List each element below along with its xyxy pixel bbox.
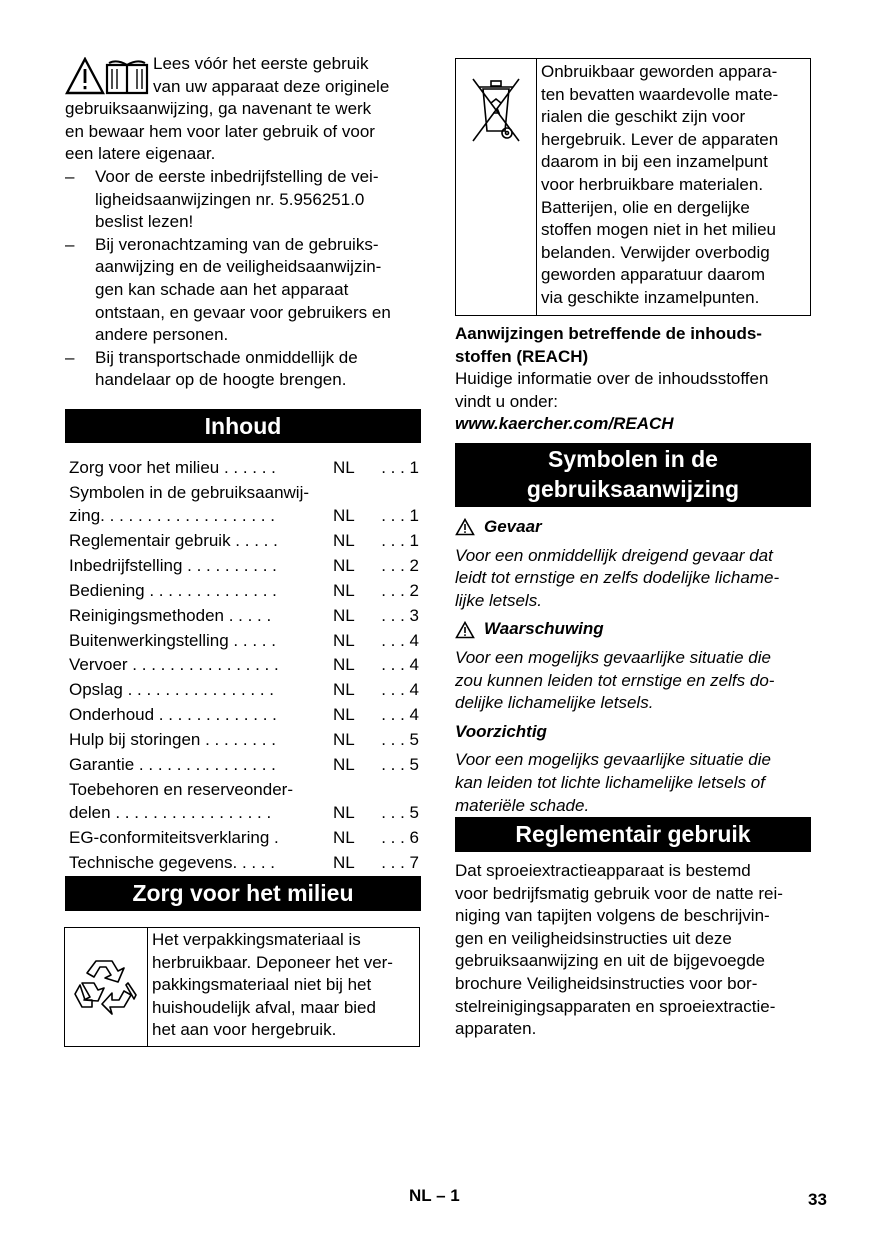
toc-title: zing. . . . . . . . . . . . . . . . . . . — [69, 505, 275, 525]
toc-lang: NL — [333, 458, 355, 477]
danger-text — [455, 545, 811, 613]
toc-title-line: Toebehoren en reserveonder- — [69, 780, 293, 800]
packaging-box — [64, 927, 420, 1047]
toc-title: Zorg voor het milieu . . . . . . — [69, 458, 276, 477]
caution-line: materiële schade. — [455, 795, 590, 815]
intended-use-line: brochure Veiligheidsinstructies voor bor- — [455, 973, 758, 993]
toc-title: delen . . . . . . . . . . . . . . . . . — [69, 803, 272, 822]
reach-url-link[interactable]: www.kaercher.com/REACH — [455, 414, 674, 434]
weee-line: Batterijen, olie en dergelijke — [541, 197, 750, 217]
toc-entry[interactable] — [69, 704, 419, 727]
weee-line: geworden apparatuur daarom — [541, 265, 765, 285]
dash-marker: – — [65, 347, 75, 367]
intended-use-line: Dat sproeiextractieapparaat is bestemd — [455, 861, 751, 880]
toc-page: . . . 1 — [381, 458, 419, 477]
toc-page: . . . 6 — [381, 827, 419, 847]
toc-entry[interactable] — [69, 457, 419, 480]
intro-line-4: en bewaar hem voor later gebruik of voor — [65, 121, 375, 141]
intro-item — [65, 166, 421, 234]
toc-entry[interactable] — [69, 852, 419, 875]
toc-lang: NL — [333, 827, 355, 847]
intro-line-5: een latere eigenaar. — [65, 144, 216, 164]
toc-page: . . . 2 — [381, 555, 419, 575]
intended-use-line: voor bedrijfsmatig gebruik voor de natte rei- — [455, 883, 783, 903]
intro-item-line: ligheidsaanwijzingen nr. 5.956251.0 — [95, 189, 365, 209]
toc-title: EG-conformiteitsverklaring . — [69, 827, 279, 847]
toc-entry[interactable] — [69, 754, 419, 777]
dash-marker: – — [65, 166, 75, 186]
toc-lang: NL — [333, 530, 355, 550]
intro-item — [65, 234, 421, 347]
toc-entry[interactable] — [69, 679, 419, 702]
toc-lang: NL — [333, 605, 355, 625]
warning-label: Waarschuwing — [484, 619, 604, 639]
warning-line: Voor een mogelijks gevaarlijke situatie die — [455, 647, 771, 667]
toc-lang: NL — [333, 655, 355, 675]
toc-lang: NL — [333, 630, 355, 650]
packaging-line: het aan voor hergebruik. — [152, 1020, 337, 1040]
reach-heading-line: stoffen (REACH) — [455, 346, 589, 366]
toc-lang: NL — [333, 705, 355, 725]
weee-line: ten bevatten waardevolle mate- — [541, 84, 779, 104]
packaging-line: huishoudelijk afval, maar bied — [152, 997, 376, 1017]
intro-item-line: andere personen. — [95, 325, 229, 345]
caution-label: Voorzichtig — [455, 721, 547, 741]
toc-title-line: Symbolen in de gebruiksaanwij- — [69, 482, 310, 502]
symbols-section — [455, 516, 811, 817]
intro-item-line: beslist lezen! — [95, 212, 194, 232]
reach-text-line: vindt u onder: — [455, 391, 559, 411]
weee-box — [455, 58, 811, 316]
symbols-heading-line: gebruiksaanwijzing — [526, 476, 740, 502]
environment-heading: Zorg voor het milieu — [65, 876, 421, 911]
crossed-bin-icon — [467, 73, 525, 147]
toc-title: Vervoer . . . . . . . . . . . . . . . . — [69, 655, 279, 675]
toc-page: . . . 4 — [381, 680, 419, 700]
footer-separator: – — [436, 1186, 446, 1205]
intended-use-text — [455, 860, 811, 1041]
danger-line: lijke letsels. — [455, 590, 542, 610]
danger-line: leidt tot ernstige en zelfs dodelijke lichame- — [455, 568, 780, 588]
toc-page: . . . 1 — [381, 505, 419, 525]
toc-entry[interactable] — [69, 530, 419, 553]
intro-item-line: Bij veronachtzaming van de gebruiks- — [95, 234, 379, 254]
weee-line: Onbruikbaar geworden appara- — [541, 62, 778, 81]
caution-line: Voor een mogelijks gevaarlijke situatie die — [455, 750, 771, 770]
table-of-contents — [65, 457, 421, 877]
toc-page: . . . 1 — [381, 530, 419, 550]
intro-item-line: Bij transportschade onmiddellijk de — [95, 347, 358, 367]
weee-line: belanden. Verwijder overbodig — [541, 242, 770, 262]
intro-section — [65, 53, 421, 392]
intended-use-line: gen en veiligheidsinstructies uit deze — [455, 928, 732, 948]
toc-entry[interactable] — [69, 827, 419, 850]
recycle-icon — [72, 955, 140, 1019]
intended-use-heading: Reglementair gebruik — [455, 817, 811, 852]
caution-text — [455, 749, 811, 817]
packaging-text-cell — [148, 928, 397, 1046]
toc-entry[interactable] — [69, 779, 419, 824]
weee-line: voor herbruikbare materialen. — [541, 174, 764, 194]
weee-line: daarom in bij een inzamelpunt — [541, 152, 768, 172]
reach-section — [455, 323, 811, 436]
warning-text — [455, 647, 811, 715]
toc-entry[interactable] — [69, 729, 419, 752]
toc-page: . . . 5 — [381, 730, 419, 750]
intended-use-line: niging van tapijten volgens de beschrijvin- — [455, 906, 770, 926]
toc-entry[interactable] — [69, 654, 419, 677]
intro-first-block — [65, 53, 421, 98]
symbols-heading-line: Symbolen in de — [548, 446, 718, 472]
weee-text-cell — [537, 59, 782, 315]
toc-title: Technische gegevens. . . . . — [69, 852, 276, 872]
toc-lang: NL — [333, 505, 355, 525]
intro-item-line: aanwijzing en de veiligheidsaanwijzin- — [95, 257, 382, 277]
toc-entry[interactable] — [69, 482, 419, 527]
intro-item-line: Voor de eerste inbedrijfstelling de vei- — [95, 166, 379, 186]
intended-use-line: apparaten. — [455, 1019, 537, 1039]
toc-title: Reglementair gebruik . . . . . — [69, 530, 278, 550]
symbols-heading — [455, 443, 811, 507]
toc-heading: Inhoud — [65, 409, 421, 443]
footer-section: 1 — [450, 1186, 460, 1205]
weee-line: rialen die geschikt zijn voor — [541, 107, 746, 127]
footer-section-label — [409, 1185, 460, 1208]
reach-text-line: Huidige informatie over de inhoudsstoffen — [455, 369, 769, 389]
toc-entry[interactable] — [69, 555, 419, 578]
toc-title: Onderhoud . . . . . . . . . . . . . — [69, 705, 277, 725]
toc-entry[interactable] — [69, 630, 419, 653]
toc-lang: NL — [333, 680, 355, 700]
toc-entry[interactable] — [69, 605, 419, 628]
packaging-icon-cell — [65, 928, 148, 1046]
packaging-line: herbruikbaar. Deponeer het ver- — [152, 952, 393, 972]
danger-heading — [455, 516, 811, 539]
toc-lang: NL — [333, 555, 355, 575]
weee-icon-cell — [456, 59, 537, 315]
danger-triangle-icon — [455, 518, 475, 536]
packaging-line: pakkingsmateriaal niet bij het — [152, 975, 372, 995]
toc-page: . . . 2 — [381, 580, 419, 600]
intended-use-line: gebruiksaanwijzing en uit de bijgevoegde — [455, 951, 765, 971]
toc-page: . . . 5 — [381, 755, 419, 775]
toc-title: Garantie . . . . . . . . . . . . . . . — [69, 755, 276, 775]
intro-line-2: van uw apparaat deze originele — [153, 76, 390, 96]
warning-triangle-icon — [455, 621, 475, 639]
intro-line-1: Lees vóór het eerste gebruik — [153, 54, 369, 73]
intended-use-line: stelreinigingsapparaten en sproeiextractie- — [455, 996, 776, 1016]
toc-lang: NL — [333, 803, 355, 822]
weee-line: via geschikte inzamelpunten. — [541, 287, 760, 307]
footer-lang: NL — [409, 1186, 432, 1205]
warning-line: zou kunnen leiden tot ernstige en zelfs do- — [455, 670, 775, 690]
toc-page: . . . 4 — [381, 655, 419, 675]
toc-title: Opslag . . . . . . . . . . . . . . . . — [69, 680, 275, 700]
danger-line: Voor een onmiddellijk dreigend gevaar dat — [455, 545, 773, 565]
packaging-line: Het verpakkingsmateriaal is — [152, 930, 361, 949]
toc-page: . . . 5 — [381, 803, 419, 822]
reach-heading-line: Aanwijzingen betreffende de inhouds- — [455, 324, 762, 343]
warning-manual-icon — [65, 57, 149, 97]
intro-item-line: gen kan schade aan het apparaat — [95, 279, 349, 299]
warning-heading — [455, 618, 811, 641]
toc-title: Bediening . . . . . . . . . . . . . . — [69, 580, 277, 600]
toc-lang: NL — [333, 852, 355, 872]
page-number: 33 — [808, 1190, 827, 1209]
danger-label: Gevaar — [484, 517, 542, 536]
warning-line: delijke lichamelijke letsels. — [455, 693, 654, 713]
caution-line: kan leiden tot lichte lichamelijke letsels of — [455, 772, 765, 792]
intro-item — [65, 347, 421, 392]
toc-page: . . . 4 — [381, 630, 419, 650]
intro-line-3: gebruiksaanwijzing, ga navenant te werk — [65, 99, 372, 119]
toc-lang: NL — [333, 580, 355, 600]
toc-title: Inbedrijfstelling . . . . . . . . . . — [69, 555, 277, 575]
weee-line: hergebruik. Lever de apparaten — [541, 129, 779, 149]
intro-item-line: handelaar op de hoogte brengen. — [95, 370, 347, 390]
toc-lang: NL — [333, 730, 355, 750]
toc-lang: NL — [333, 755, 355, 775]
toc-page: . . . 7 — [381, 852, 419, 872]
toc-title: Buitenwerkingstelling . . . . . — [69, 630, 276, 650]
toc-page: . . . 3 — [381, 605, 419, 625]
weee-line: stoffen mogen niet in het milieu — [541, 220, 776, 240]
toc-page: . . . 4 — [381, 705, 419, 725]
toc-title: Reinigingsmethoden . . . . . — [69, 605, 272, 625]
dash-marker: – — [65, 234, 75, 254]
toc-entry[interactable] — [69, 580, 419, 603]
intro-item-line: ontstaan, en gevaar voor gebruikers en — [95, 302, 391, 322]
toc-title: Hulp bij storingen . . . . . . . . — [69, 730, 276, 750]
